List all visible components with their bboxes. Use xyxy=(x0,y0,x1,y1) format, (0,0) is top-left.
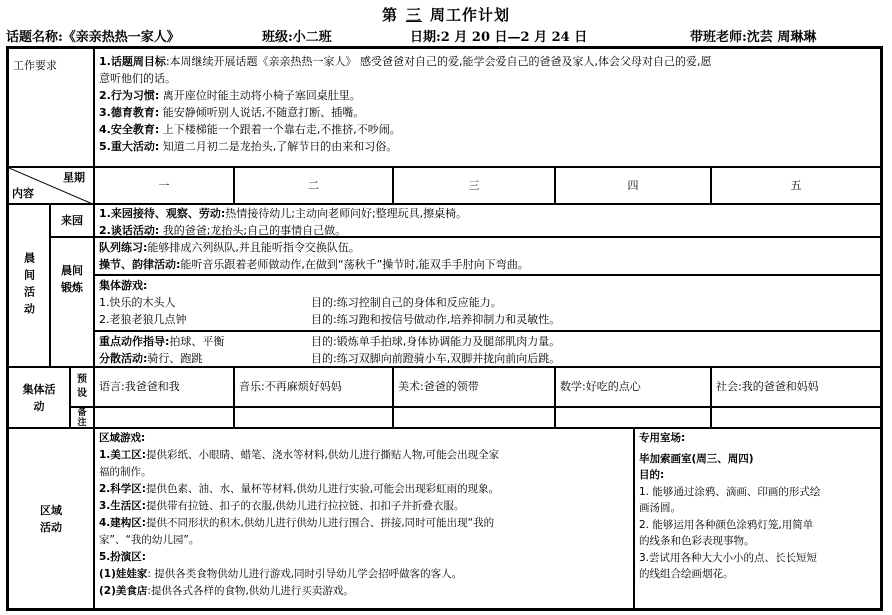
work-req-line: 2.行为习惯: 离开座位时能主动将小椅子塞回桌肚里。 xyxy=(99,89,361,102)
game-row: 1.快乐的木头人 目的:练习控制自己的身体和反应能力。 xyxy=(99,296,502,309)
exercise-drill: 队列练习:能够排成六列纵队,并且能听指令交换队伍。 操节、韵律活动:能听音乐跟着老师做动作,在做到“荡秋千”操节时,能双手手肘向下弯曲。 xyxy=(94,237,881,275)
note-thu xyxy=(555,407,711,428)
group-games: 集体游戏: 1.快乐的木头人 目的:练习控制自己的身体和反应能力。 2.老狼老狼几点钟 目的:练习跑和按信号做动作,培养抑制力和灵敏性。 xyxy=(94,275,881,331)
teachers: 带班老师:沈芸 周琳琳 xyxy=(690,30,817,45)
note-label: 备注 xyxy=(70,407,94,428)
work-req-content xyxy=(94,48,881,167)
info-bar xyxy=(6,26,886,46)
collective-mon: 语言:我爸爸和我 xyxy=(94,367,234,407)
area-activity-label: 区域活动 xyxy=(8,428,94,609)
work-req-line: 5.重大活动: 知道二月初二是龙抬头,了解节日的由来和习俗。 xyxy=(99,140,398,153)
note-fri xyxy=(711,407,881,428)
page-title: 第 三 周工作计划 xyxy=(381,6,511,24)
week-content-corner xyxy=(8,167,94,204)
work-req-line: 意听他们的话。 xyxy=(99,72,176,85)
area-games: 区域游戏: 1.美工区:提供彩纸、小眼睛、蜡笔、浇水等材料,供幼儿进行撕贴人物,可能会出现全家 福的制作。 2.科学区:提供色素、油、水、量杯等材料,供幼儿进行实验,可能会出现彩虹雨的现象。 3.生活区:提供带有拉链、扣子的衣服,供幼儿进行拉拉链、扣扣子并折叠衣服。 4.建构区:提供不同形状的积木,供幼儿进行供幼儿进行围合、拼接,同时可能出现“我的 家”、“我的幼儿园”。 5.扮演区: (1)娃娃家: 提供各类食物供幼儿进行游戏,同时引导幼儿学会招呼做客的客人。 (2)美食店:提供各式各样的食物,供幼儿进行买卖游戏。 xyxy=(94,428,634,609)
work-req-label: 工作要求 xyxy=(8,48,94,167)
morning-activity-label: 晨间活动 xyxy=(8,204,50,367)
note-mon xyxy=(94,407,234,428)
weekday-mon: 一 xyxy=(94,167,234,204)
exercise-label: 晨间锻炼 xyxy=(50,237,94,367)
weekday-header-label: 星期 xyxy=(63,171,85,184)
topic-name: 话题名称:《亲亲热热一家人》 xyxy=(6,30,180,45)
arrive-content: 1.来园接待、观察、劳动:热情接待幼儿;主动向老师问好;整理玩具,擦桌椅。 2.谈话活动: 我的爸爸;龙抬头;自己的事情自己做。 xyxy=(94,204,881,237)
weekday-fri: 五 xyxy=(711,167,881,204)
date-range: 日期:2 月 20 日—2 月 24 日 xyxy=(410,30,588,45)
work-req-line: 3.德育教育: 能安静倾听别人说话,不随意打断、插嘴。 xyxy=(99,106,365,119)
preset-label: 预设 xyxy=(70,367,94,407)
weekday-thu: 四 xyxy=(555,167,711,204)
collective-fri: 社会:我的爸爸和妈妈 xyxy=(711,367,881,407)
game-row: 2.老狼老狼几点钟 目的:练习跑和按信号做动作,培养抑制力和灵敏性。 xyxy=(99,313,561,326)
content-header-label: 内容 xyxy=(12,187,34,200)
note-tue xyxy=(234,407,393,428)
weekday-tue: 二 xyxy=(234,167,393,204)
collective-label: 集体活动 xyxy=(8,367,70,428)
plan-table xyxy=(6,46,883,611)
collective-tue: 音乐:不再麻烦好妈妈 xyxy=(234,367,393,407)
work-req-line: 1.话题周目标:本周继续开展话题《亲亲热热一家人》 感受爸爸对自己的爱,能学会爱自己的爸爸及家人,体会父母对自己的爱,愿 xyxy=(99,55,712,68)
note-wed xyxy=(393,407,555,428)
arrive-label: 来园 xyxy=(50,204,94,237)
collective-thu: 数学:好吃的点心 xyxy=(555,367,711,407)
collective-wed: 美术:爸爸的领带 xyxy=(393,367,555,407)
class-name: 班级:小二班 xyxy=(262,30,332,45)
work-req-line: 4.安全教育: 上下楼梯能一个跟着一个靠右走,不推挤,不吵闹。 xyxy=(99,123,401,136)
week-number: 三 xyxy=(405,6,422,24)
focus-activities: 重点动作指导:拍球、平衡 目的:锻炼单手拍球,身体协调能力及腿部肌肉力量。 分散活动:骑行、跑跳 目的:练习双脚向前蹬骑小车,双脚并拢向前向后跳。 xyxy=(94,331,881,367)
special-room: 专用室场: 毕加索画室(周三、周四) 目的: 1. 能够通过涂鸦、滴画、印画的形式绘 画汤圆。 2. 能够运用各种颜色涂鸦灯笼,用简单 的线条和色彩表现事物。 3.尝试用各种大大小小的点、长长短短 的线组合绘画烟花。 xyxy=(634,428,881,609)
weekday-wed: 三 xyxy=(393,167,555,204)
